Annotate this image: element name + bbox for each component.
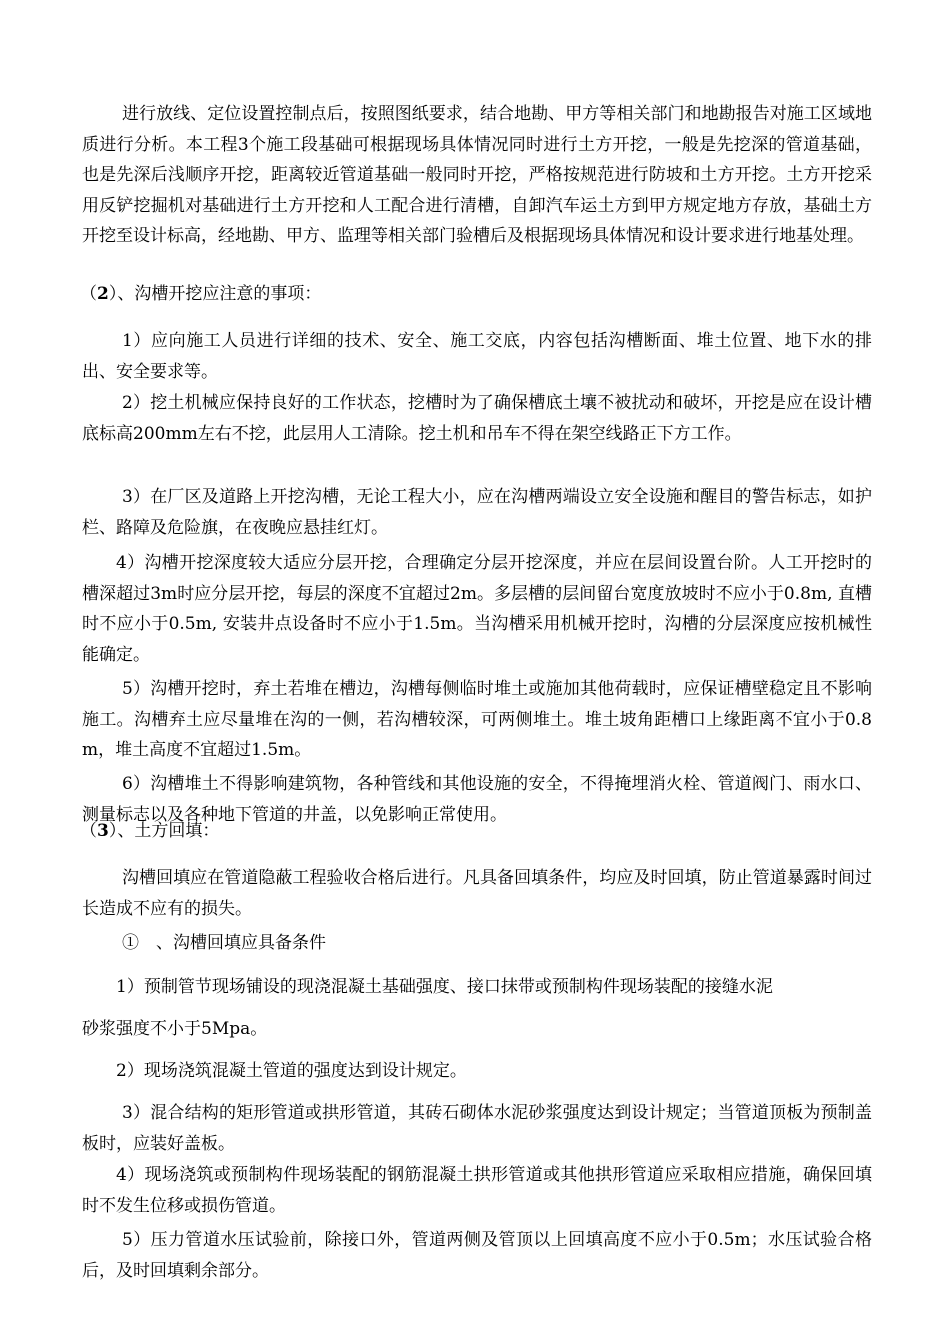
list-item: 5）沟槽开挖时，弃土若堆在槽边，沟槽每侧临时堆土或施加其他荷载时，应保证槽壁稳定且不影响施工。沟槽弃土应尽量堆在沟的一侧，若沟槽较深，可两侧堆土。堆土坡角距槽口上缘距离不宜小于0.8m，堆土高度不宜超过1.5m。 bbox=[82, 679, 872, 760]
list-item: 3）在厂区及道路上开挖沟槽，无论工程大小，应在沟槽两端设立安全设施和醒目的警告标志，如护栏、路障及危险旗，在夜晚应悬挂红灯。 bbox=[82, 487, 872, 538]
list-item: 1）预制管节现场铺设的现浇混凝土基础强度、接口抹带或预制构件现场装配的接缝水泥 bbox=[116, 977, 773, 997]
list-item: 5）压力管道水压试验前，除接口外，管道两侧及管顶以上回填高度不应小于0.5m；水压试验合格后，及时回填剩余部分。 bbox=[82, 1230, 872, 1281]
heading-open-paren: （ bbox=[80, 284, 97, 304]
paragraph-excavation-intro: 进行放线、定位设置控制点后，按照图纸要求，结合地勘、甲方等相关部门和地勘报告对施工区域地质进行分析。本工程3个施工段基础可根据现场具体情况同时进行土方开挖，一般是先挖深的管道基础，也是先深后浅顺序开挖，距离较近管道基础一般同时开挖，严格按规范进行防坡和土方开挖。土方开挖采用反铲挖掘机对基础进行土方开挖和人工配合进行清槽，自卸汽车运土方到甲方规定地方存放，基础土方开挖至设计标高，经地勘、甲方、监理等相关部门验槽后及根据现场具体情况和设计要求进行地基处理。 bbox=[82, 104, 872, 246]
heading-trench-excavation-notes bbox=[80, 279, 321, 310]
heading-number: 3 bbox=[97, 821, 109, 841]
list-item: 6）沟槽堆土不得影响建筑物，各种管线和其他设施的安全，不得掩埋消火栓、管道阀门、雨水口、测量标志以及各种地下管道的井盖，以免影响正常使用。 bbox=[82, 774, 872, 825]
list-item: 2）挖土机械应保持良好的工作状态，挖槽时为了确保槽底土壤不被扰动和破坏，开挖是应在设计槽底标高200mm左右不挖，此层用人工清除。挖土机和吊车不得在架空线路正下方工作。 bbox=[82, 393, 872, 444]
heading-text: ）、沟槽开挖应注意的事项： bbox=[108, 284, 322, 304]
heading-open-paren: （ bbox=[80, 821, 97, 841]
heading-backfill bbox=[80, 816, 219, 847]
heading-text: ）、土方回填： bbox=[108, 821, 220, 841]
sub-heading-backfill-conditions: ① 、沟槽回填应具备条件 bbox=[122, 933, 326, 953]
paragraph-backfill-intro: 沟槽回填应在管道隐蔽工程验收合格后进行。凡具备回填条件，均应及时回填，防止管道暴露时间过长造成不应有的损失。 bbox=[82, 868, 872, 919]
heading-number: 2 bbox=[97, 284, 109, 304]
list-item: 3）混合结构的矩形管道或拱形管道，其砖石砌体水泥砂浆强度达到设计规定；当管道顶板为预制盖板时，应装好盖板。 bbox=[82, 1103, 872, 1154]
list-item: 4）现场浇筑或预制构件现场装配的钢筋混凝土拱形管道或其他拱形管道应采取相应措施，确保回填时不发生位移或损伤管道。 bbox=[82, 1165, 872, 1216]
list-item: 4）沟槽开挖深度较大适应分层开挖，合理确定分层开挖深度，并应在层间设置台阶。人工开挖时的槽深超过3m时应分层开挖，每层的深度不宜超过2m。多层槽的层间留台宽度放坡时不应小于0.8m, 直槽时不应小于0.5m, 安装井点设备时不应小于1.5m。当沟槽采用机械开挖时，沟槽的分层深度应按机械性能确定。 bbox=[82, 553, 872, 665]
list-item: 2）现场浇筑混凝土管道的强度达到设计规定。 bbox=[116, 1061, 467, 1081]
list-item-continuation: 砂浆强度不小于5Mpa。 bbox=[82, 1019, 268, 1039]
list-item: 1）应向施工人员进行详细的技术、安全、施工交底，内容包括沟槽断面、堆土位置、地下水的排出、安全要求等。 bbox=[82, 331, 872, 382]
